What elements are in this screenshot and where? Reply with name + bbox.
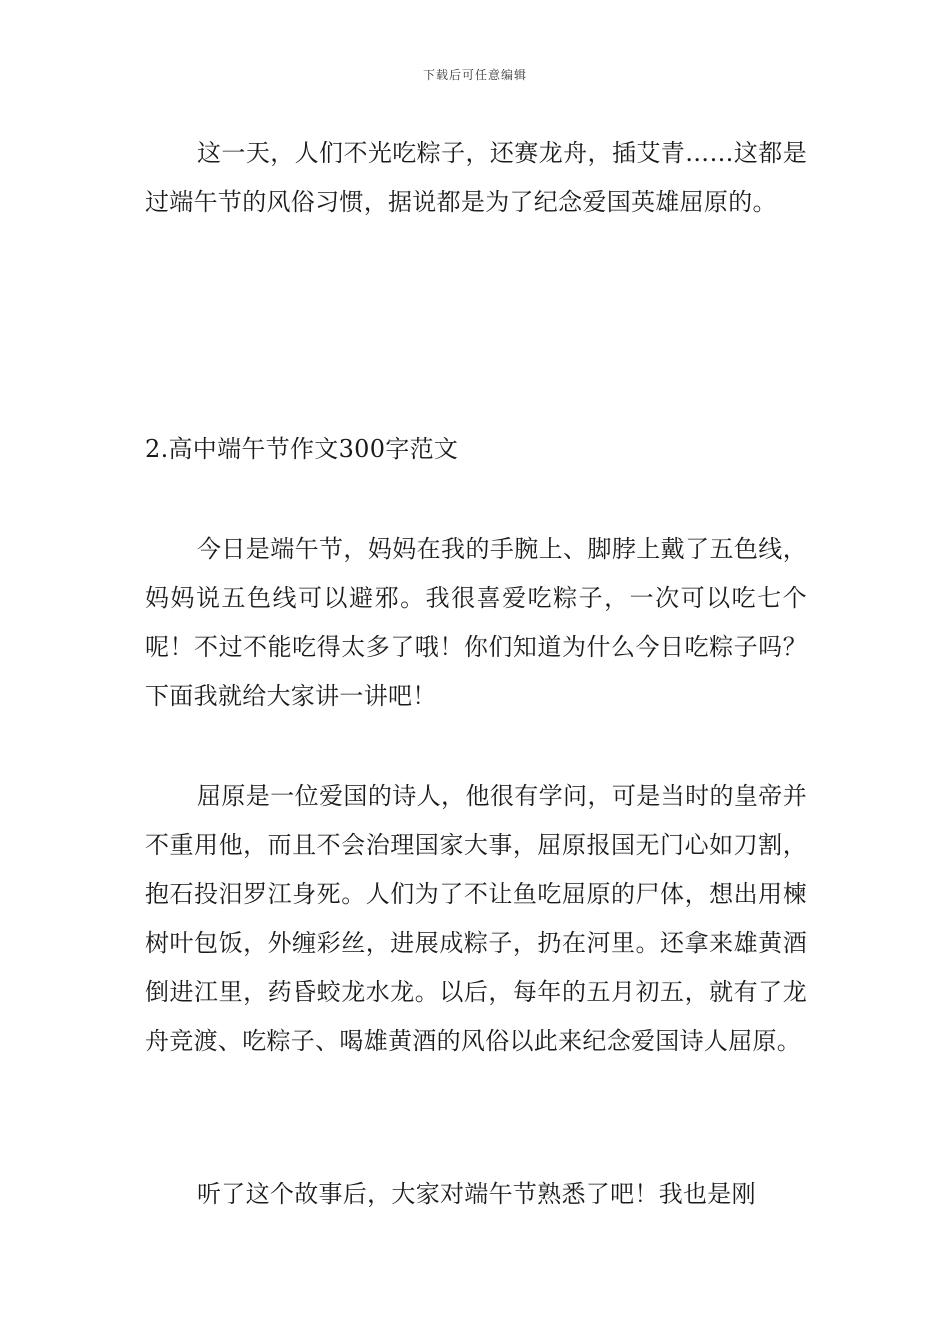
paragraph-4: 听了这个故事后，大家对端午节熟悉了吧！我也是刚 bbox=[197, 1180, 756, 1208]
paragraph-1: 这一天，人们不光吃粽子，还赛龙舟，插艾青……这都是过端午节的风俗习惯，据说都是为了纪念爱国英雄屈原的。 bbox=[145, 139, 807, 216]
paragraph-3: 屈原是一位爱国的诗人，他很有学问，可是当时的皇帝并不重用他，而且不会治理国家大事，屈原报国无门心如刀割，抱石投汨罗江身死。人们为了不让鱼吃屈原的尸体，想出用楝树叶包饭，外缠彩丝，进展成粽子，扔在河里。还拿来雄黄酒倒进江里，药昏蛟龙水龙。以后，每年的五月初五，就有了龙舟竞渡、吃粽子、喝雄黄酒的风俗以此来纪念爱国诗人屈原。 bbox=[145, 782, 807, 1055]
paragraph-2: 今日是端午节，妈妈在我的手腕上、脚脖上戴了五色线，妈妈说五色线可以避邪。我很喜爱吃粽子，一次可以吃七个呢！不过不能吃得太多了哦！你们知道为什么今日吃粽子吗？下面我就给大家讲一讲吧！ bbox=[145, 535, 807, 710]
header-note: 下载后可任意编辑 bbox=[422, 68, 527, 82]
section-heading-2: 2.高中端午节作文300字范文 bbox=[145, 435, 459, 463]
